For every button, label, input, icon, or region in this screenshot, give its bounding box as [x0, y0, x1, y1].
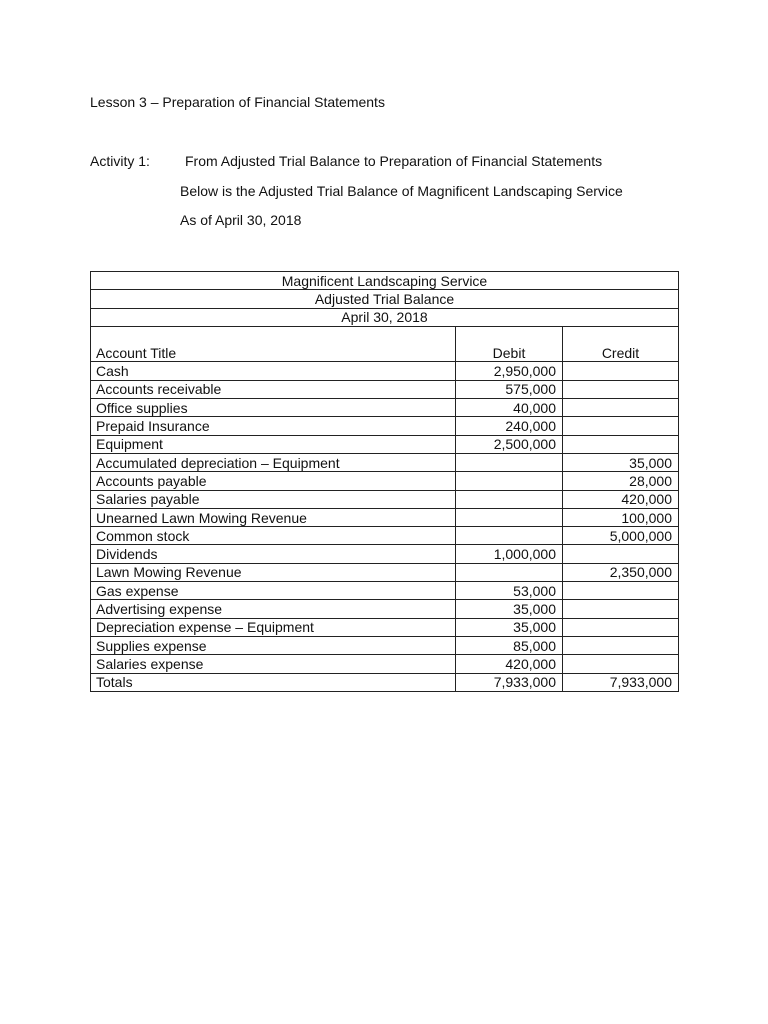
- table-row: [91, 435, 679, 453]
- account-title-cell: Lawn Mowing Revenue: [91, 563, 456, 581]
- account-title-cell: Totals: [91, 673, 456, 691]
- account-title-cell: Dividends: [91, 545, 456, 563]
- account-title-cell: Accounts payable: [91, 472, 456, 490]
- debit-cell: 35,000: [456, 600, 563, 618]
- report-date: April 30, 2018: [91, 308, 679, 326]
- table-row: [91, 600, 679, 618]
- debit-cell: [456, 490, 563, 508]
- debit-cell: 575,000: [456, 380, 563, 398]
- credit-cell: [563, 545, 679, 563]
- table-row: [91, 618, 679, 636]
- credit-cell: [563, 600, 679, 618]
- credit-cell: 5,000,000: [563, 527, 679, 545]
- debit-cell: 2,500,000: [456, 435, 563, 453]
- credit-cell: [563, 380, 679, 398]
- credit-cell: [563, 399, 679, 417]
- lesson-title: Lesson 3 – Preparation of Financial Statements: [90, 94, 385, 110]
- account-title-cell: Equipment: [91, 435, 456, 453]
- spacer-cell: [563, 326, 679, 344]
- account-title-cell: Prepaid Insurance: [91, 417, 456, 435]
- trial-balance-table: [90, 271, 679, 692]
- activity-description: Below is the Adjusted Trial Balance of Magnificent Landscaping Service: [180, 183, 623, 199]
- activity-as-of-date: As of April 30, 2018: [180, 212, 302, 228]
- table-row: [91, 582, 679, 600]
- activity-label: Activity 1:: [90, 153, 150, 169]
- account-title-cell: Cash: [91, 362, 456, 380]
- account-title-cell: Office supplies: [91, 399, 456, 417]
- account-title-cell: Accumulated depreciation – Equipment: [91, 453, 456, 471]
- credit-cell: 7,933,000: [563, 673, 679, 691]
- table-row: [91, 362, 679, 380]
- debit-cell: 53,000: [456, 582, 563, 600]
- debit-cell: 85,000: [456, 636, 563, 654]
- table-row: [91, 490, 679, 508]
- header-date-row: [91, 308, 679, 326]
- credit-cell: 2,350,000: [563, 563, 679, 581]
- debit-cell: [456, 527, 563, 545]
- account-title-cell: Supplies expense: [91, 636, 456, 654]
- trial-balance-body: [91, 272, 679, 692]
- credit-cell: [563, 417, 679, 435]
- activity-heading: From Adjusted Trial Balance to Preparation of Financial Statements: [185, 153, 603, 169]
- debit-cell: [456, 508, 563, 526]
- header-report-row: [91, 290, 679, 308]
- credit-cell: [563, 618, 679, 636]
- account-title-cell: Salaries payable: [91, 490, 456, 508]
- debit-cell: 35,000: [456, 618, 563, 636]
- credit-cell: [563, 636, 679, 654]
- account-title-cell: Salaries expense: [91, 655, 456, 673]
- credit-cell: [563, 582, 679, 600]
- table-row: [91, 472, 679, 490]
- credit-cell: 35,000: [563, 453, 679, 471]
- report-name: Adjusted Trial Balance: [91, 290, 679, 308]
- credit-cell: 100,000: [563, 508, 679, 526]
- company-name: Magnificent Landscaping Service: [91, 272, 679, 290]
- debit-cell: 2,950,000: [456, 362, 563, 380]
- debit-cell: 420,000: [456, 655, 563, 673]
- spacer-cell: [456, 326, 563, 344]
- credit-cell: [563, 362, 679, 380]
- table-row: [91, 399, 679, 417]
- table-row: [91, 673, 679, 691]
- debit-cell: [456, 472, 563, 490]
- credit-cell: 420,000: [563, 490, 679, 508]
- account-title-cell: Unearned Lawn Mowing Revenue: [91, 508, 456, 526]
- credit-cell: 28,000: [563, 472, 679, 490]
- header-company-row: [91, 272, 679, 290]
- column-header-row: [91, 344, 679, 362]
- table-row: [91, 545, 679, 563]
- column-header-debit: Debit: [456, 344, 563, 362]
- debit-cell: [456, 453, 563, 471]
- table-row: [91, 453, 679, 471]
- table-row: [91, 380, 679, 398]
- account-title-cell: Advertising expense: [91, 600, 456, 618]
- account-title-cell: Gas expense: [91, 582, 456, 600]
- account-title-cell: Accounts receivable: [91, 380, 456, 398]
- debit-cell: 40,000: [456, 399, 563, 417]
- debit-cell: 7,933,000: [456, 673, 563, 691]
- column-header-credit: Credit: [563, 344, 679, 362]
- table-row: [91, 636, 679, 654]
- credit-cell: [563, 435, 679, 453]
- account-title-cell: Common stock: [91, 527, 456, 545]
- account-title-cell: Depreciation expense – Equipment: [91, 618, 456, 636]
- table-row: [91, 508, 679, 526]
- credit-cell: [563, 655, 679, 673]
- table-row: [91, 527, 679, 545]
- column-header-account: Account Title: [91, 344, 456, 362]
- spacer-row: [91, 326, 679, 344]
- table-row: [91, 417, 679, 435]
- table-row: [91, 655, 679, 673]
- table-row: [91, 563, 679, 581]
- debit-cell: [456, 563, 563, 581]
- debit-cell: 1,000,000: [456, 545, 563, 563]
- spacer-cell: [91, 326, 456, 344]
- debit-cell: 240,000: [456, 417, 563, 435]
